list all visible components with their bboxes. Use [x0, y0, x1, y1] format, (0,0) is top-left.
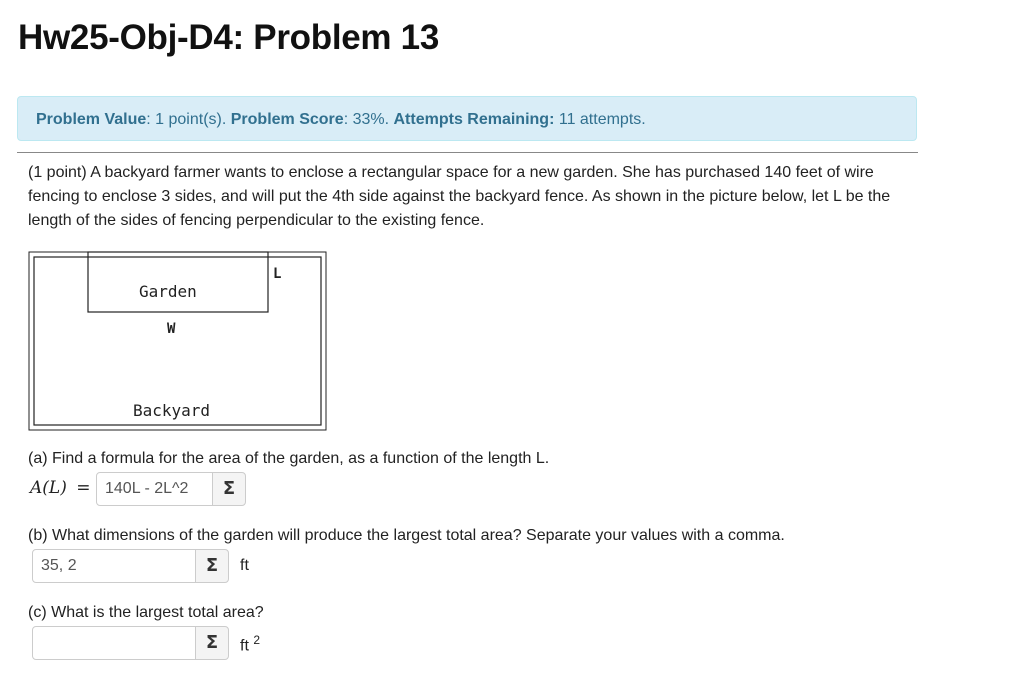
problem-score-label: Problem Score — [230, 111, 344, 128]
garden-label: Garden — [139, 282, 197, 301]
problem-value-label: Problem Value — [36, 111, 147, 128]
problem-score: : 33%. — [343, 111, 394, 128]
part-c-unit-text: ft — [240, 637, 249, 655]
part-c-unit-exponent: 2 — [253, 633, 261, 647]
length-label: L — [273, 266, 282, 282]
part-b-answer-input[interactable]: 35, 2 — [32, 549, 196, 583]
problem-value: : 1 point(s). — [146, 111, 231, 128]
attempts-remaining-label: Attempts Remaining: — [393, 111, 555, 128]
part-a-answer-input[interactable]: 140L - 2L^2 — [96, 472, 213, 506]
part-c-question: (c) What is the largest total area? — [28, 604, 264, 621]
problem-statement: (1 point) A backyard farmer wants to enclose a rectangular space for a new garden. She has purchased 140 feet of wire fencing to enclose 3 sides, and will put the 4th side against the backyard fence. As shown in the picture below, let L be the length of the sides of fencing perpendicular to the existing fence. — [28, 164, 891, 229]
part-a-function-label — [30, 478, 91, 498]
part-c-answer-input[interactable] — [32, 626, 196, 660]
garden-diagram — [28, 251, 328, 432]
part-c-unit — [240, 633, 260, 655]
width-label: W — [167, 321, 176, 337]
part-b-equation-editor-button[interactable]: Σ — [195, 549, 229, 583]
page-title: Hw25-Obj-D4: Problem 13 — [18, 18, 439, 57]
equals-sign: = — [76, 478, 91, 498]
part-c-equation-editor-button[interactable]: Σ — [195, 626, 229, 660]
part-a-question: (a) Find a formula for the area of the garden, as a function of the length L. — [28, 450, 550, 467]
part-a-equation-editor-button[interactable]: Σ — [212, 472, 246, 506]
backyard-label: Backyard — [133, 401, 211, 420]
part-b-unit: ft — [240, 557, 249, 574]
problem-status-bar — [17, 96, 917, 141]
attempts-remaining: 11 attempts. — [554, 111, 646, 128]
divider — [17, 152, 918, 153]
part-b-question: (b) What dimensions of the garden will produce the largest total area? Separate your values with a comma. — [28, 527, 785, 544]
function-name: A(L) — [30, 478, 67, 498]
